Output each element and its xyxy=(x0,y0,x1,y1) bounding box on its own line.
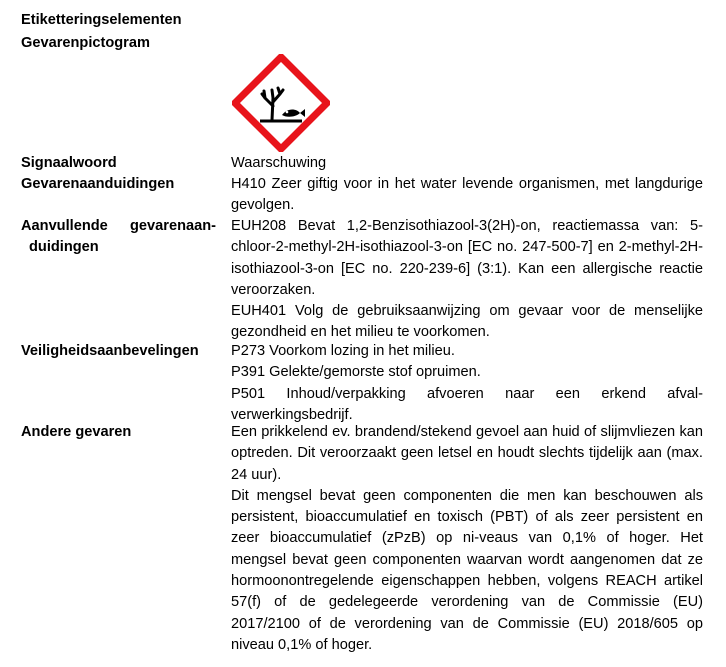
precautionary-statements-value xyxy=(231,341,703,426)
p273-text: P273 Voorkom lozing in het milieu. xyxy=(231,343,455,359)
other-hazards-value xyxy=(231,422,703,656)
supplemental-hazards-label: Aanvullende gevarenaan- duidingen xyxy=(21,218,216,255)
other-hazards-label: Andere gevaren xyxy=(21,424,132,440)
hazard-statements-label: Gevarenaanduidingen xyxy=(21,176,175,192)
p501-text: P501 Inhoud/verpakking afvoeren naar een erkend afval-verwerkingsbedrijf. xyxy=(231,385,703,423)
other-hazards-p1: Een prikkelend ev. brandend/stekend gevoel aan huid of slijmvliezen kan optreden. Dit veroorzaakt geen letsel en houdt slechts tijdelijk aan (max. 24 uur). xyxy=(231,424,703,483)
p391-text: P391 Gelekte/gemorste stof opruimen. xyxy=(231,364,481,381)
ghs09-environment-hazard-icon xyxy=(232,54,330,152)
precautionary-statements-label: Veiligheidsaanbevelingen xyxy=(21,343,199,359)
signal-word-value: Waarschuwing xyxy=(231,155,327,171)
other-hazards-p2: Dit mengsel bevat geen componenten die men kan beschouwen als persistent, bioaccumulatief en toxisch (PBT) of als zeer persistent en zeer bioaccumulatief (zPzB) op ni-veaus van 0,1% of hoger. Het mengsel bevat geen componenten waarvan wordt aangenomen dat ze hormoonontregelende eigenschappen hebben, volgens REACH artikel 57(f) of de gedelegeerde verordening van de Commissie (EU) 2017/2100 of de verordening van de Commissie (EU) 2018/605 op niveau 0,1% of hoger. xyxy=(231,487,703,653)
pictogram-heading: Gevarenpictogram xyxy=(21,35,150,51)
euh208-text: EUH208 Bevat 1,2-Benzisothiazool-3(2H)-on, reactiemassa van: 5-chloor-2-methyl-2H-isothiazool-3-on [EC no. 247-500-7] en 2-methyl-2H-isothiazool-3-on [EC no. 220-239-6] (3:1). Kan een allergische reactie veroorzaken. xyxy=(231,218,703,298)
supplemental-hazards-value xyxy=(231,216,703,344)
hazard-statements-value: H410 Zeer giftig voor in het water levende organismen, met langdurige gevolgen. xyxy=(231,176,703,214)
signal-word-label: Signaalwoord xyxy=(21,155,117,171)
section-title: Etiketteringselementen xyxy=(21,12,182,28)
euh401-text: EUH401 Volg de gebruiksaanwijzing om gevaar voor de menselijke gezondheid en het milieu te voorkomen. xyxy=(231,303,703,341)
